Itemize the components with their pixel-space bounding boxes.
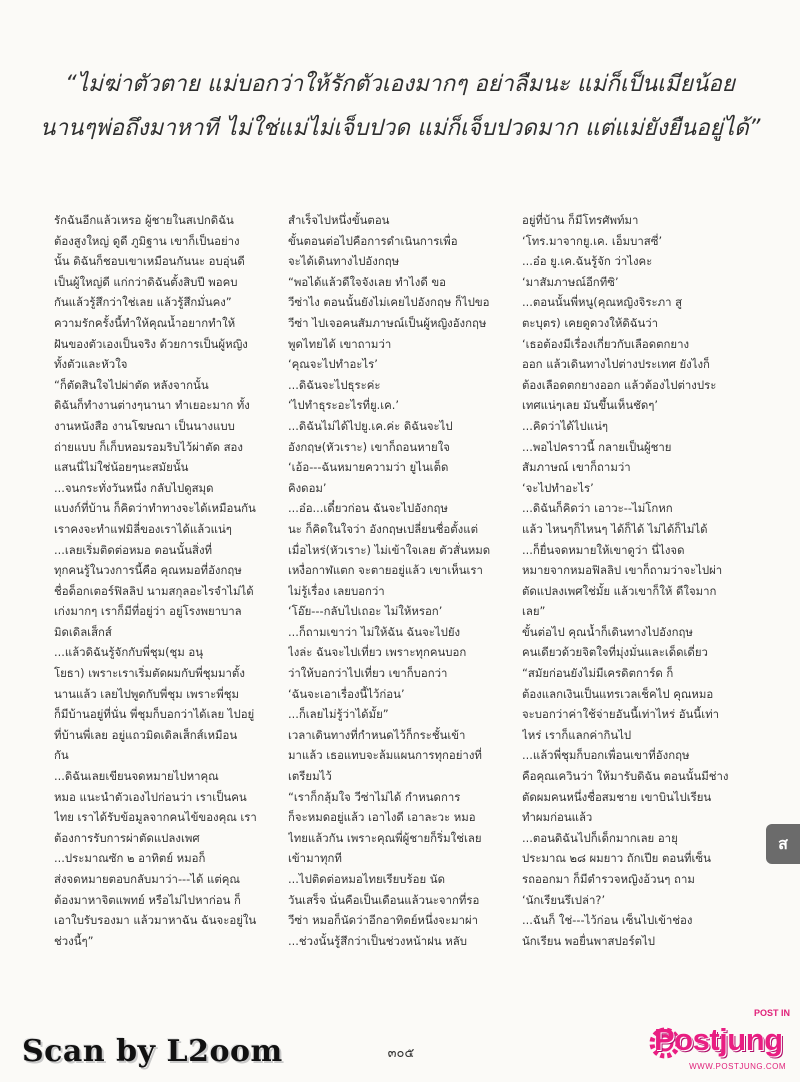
body-text-line: ...พอไปคราวนี้ กลายเป็นผู้ชาย bbox=[522, 439, 672, 454]
body-text-line: ตะบุตร) เคยดูดวงให้ดิฉันว่า bbox=[522, 315, 659, 330]
body-text-line: “พอได้แล้วดีใจจังเลย ทำไงดี ขอ bbox=[288, 274, 446, 289]
scan-credit-watermark: Scan by L2oom bbox=[22, 1034, 283, 1069]
body-text-line: ...แล้วดิฉันรู้จักกับพี่ชุม(ชุม อนุ bbox=[54, 645, 204, 660]
body-text-line: ‘โอ๊ย---กลับไปเถอะ ไม่ให้หรอก’ bbox=[288, 604, 443, 619]
postjung-logo bbox=[620, 1000, 796, 1078]
body-text-line: วันเสร็จ นั่นคือเป็นเดือนแล้วนะจากที่รอ bbox=[288, 892, 480, 907]
body-text-line: ทำผมก่อนแล้ว bbox=[522, 810, 593, 825]
body-text-line: เวลาเดินทางที่กำหนดไว้ก็กระชั้นเข้า bbox=[288, 727, 466, 742]
pull-quote-line-1: “ไม่ฆ่าตัวตาย แม่บอกว่าให้รักตัวเองมากๆ อย่าลืมนะ แม่ก็เป็นเมียน้อย bbox=[65, 71, 735, 97]
body-text-line: นานแล้ว เลยไปพูดกับพี่ชุม เพราะพี่ชุม bbox=[54, 686, 239, 701]
body-text-line: ก็มีบ้านอยู่ที่นั่น พี่ชุมก็บอกว่าได้เลย ไปอยู่ bbox=[54, 707, 255, 722]
body-column-2 bbox=[288, 210, 514, 1040]
body-text-line: ว่าให้บอกว่าไปเที่ยว เขาก็บอกว่า bbox=[288, 666, 448, 681]
body-text-line: เลย” bbox=[522, 604, 546, 619]
body-text-line: ช่วงนี้ๆ” bbox=[54, 933, 94, 948]
logo-post-in: POST IN bbox=[753, 1008, 790, 1018]
body-text-line: ไทย เราได้รับข้อมูลจากคนไข้ของคุณ เรา bbox=[54, 810, 257, 825]
body-text-line: ...ดิฉันไม่ได้ไปยู.เค.ค่ะ ดิฉันจะไป bbox=[288, 418, 453, 433]
body-text-line: ‘คุณจะไปทำอะไร’ bbox=[288, 357, 378, 372]
body-text-line: แล้ว ไหนๆก็ไหนๆ ได้ก็ได้ ไม่ได้ก็ไม่ได้ bbox=[522, 521, 708, 536]
body-text-line: วีซ่าไง ตอนนั้นยังไม่เคยไปอังกฤษ ก็ไปขอ bbox=[288, 295, 490, 310]
body-text-line: ...คิดว่าได้ไปแน่ๆ bbox=[522, 418, 609, 433]
body-text-line: งานหนังสือ งานโฆษณา เป็นนางแบบ bbox=[54, 418, 235, 433]
body-text-line: ‘เอ้อ---ฉันหมายความว่า ยูไนเต็ด bbox=[288, 460, 449, 475]
body-text-line: แบงก์ที่บ้าน ก็คิดว่าทำทางจะได้เหมือนกัน bbox=[54, 501, 256, 516]
body-text-line: นักเรียน พอยื่นพาสปอร์ตไป bbox=[522, 933, 655, 948]
body-text-line: ไม่รู้เรื่อง เลยบอกว่า bbox=[288, 583, 385, 598]
body-text-line: วีซ่า หมอก็นัดว่าอีกอาทิตย์หนึ่งจะมาผ่า bbox=[288, 913, 479, 928]
body-text-line: ขั้นต่อไป คุณน้ำก็เดินทางไปอังกฤษ bbox=[522, 624, 693, 639]
body-text-line: ...ดิฉันก็คิดว่า เอาวะ--ไม่โกหก bbox=[522, 501, 673, 516]
body-text-line: ‘ฉันจะเอาเรื่องนี้ไว้ก่อน’ bbox=[288, 686, 405, 701]
body-text-line: เข้ามาทุกที bbox=[288, 851, 342, 866]
body-text-line: คิงดอม’ bbox=[288, 480, 327, 495]
body-text-line: รถออกมา ก็มีตำรวจหญิงอ้วนๆ ถาม bbox=[522, 872, 695, 886]
body-text-line: ...ก็เลยไม่รู้ว่าได้มั้ย” bbox=[288, 707, 389, 722]
body-text-line: ที่บ้านพี่เลย อยู่แถวมิดเดิลเส็กส์เหมือน bbox=[54, 727, 238, 742]
body-text-line: ก็จะหมดอยู่แล้ว เอาไงดี เอาละวะ หมอ bbox=[288, 810, 476, 825]
body-text-line: เก่งมากๆ เราก็มีที่อยู่ว่า อยู่โรงพยาบาล bbox=[54, 604, 242, 619]
body-text-line: ...ฉันก็ ใช่---ไว้ก่อน เซ็นไปเข้าช่อง bbox=[522, 913, 693, 928]
body-text-line: ...ตอนดิฉันไปก็เด็กมากเลย อายุ bbox=[522, 830, 678, 845]
body-text-line: “เราก็กลุ้มใจ วีซ่าไม่ได้ กำหนดการ bbox=[288, 789, 461, 804]
body-text-line: ...ดิฉันเลยเขียนจดหมายไปหาคุณ bbox=[54, 769, 219, 784]
body-text-line: แสนนี่ไม่ใช่น้อยๆนะสมัยนั้น bbox=[54, 460, 189, 475]
body-text-line: พูดไทยได้ เขาถามว่า bbox=[288, 336, 392, 351]
body-text-line: มาแล้ว เธอแทบจะล้มแผนการทุกอย่างที่ bbox=[288, 748, 482, 763]
body-text-line: จะได้เดินทางไปอังกฤษ bbox=[288, 254, 400, 269]
body-text-line: ‘เธอต้องมีเรื่องเกี่ยวกับเลือดตกยาง bbox=[522, 336, 690, 351]
body-text-line: ต้องสูงใหญ่ ดูดี ภูมิฐาน เขาก็เป็นอย่าง bbox=[54, 233, 240, 248]
body-text-line: ไหร่ เราก็แลกค่ากินไป bbox=[522, 727, 632, 742]
body-text-line: ...เลยเริ่มติดต่อหมอ ตอนนั้นสิ่งที่ bbox=[54, 542, 213, 557]
body-text-line: ...ไปติดต่อหมอไทยเรียบร้อย นัด bbox=[288, 872, 445, 886]
body-text-line: ตัดแปลงเพศใช่มั้ย แล้วเขาก็ให้ ดีใจมาก bbox=[522, 583, 717, 598]
body-text-line: เป็นผู้ใหญ่ดี แก่กว่าดิฉันตั้งสิบปี พอคบ bbox=[54, 274, 238, 289]
body-text-line: ...แล้วพี่ชุมก็บอกเพื่อนเขาที่อังกฤษ bbox=[522, 748, 690, 763]
body-text-line: คนเดียวด้วยจิตใจที่มุ่งมั่นและเด็ดเดี่ยว bbox=[522, 645, 708, 660]
logo-brand: Postjung bbox=[654, 1022, 783, 1057]
body-text-line: ‘จะไปทำอะไร’ bbox=[522, 480, 594, 495]
body-text-line: มิดเดิลเส็กส์ bbox=[54, 624, 112, 639]
body-text-line: ‘โทร.มาจากยู.เค. เอ็มบาสซี่’ bbox=[522, 233, 663, 248]
body-text-line: ทั้งตัวและหัวใจ bbox=[54, 357, 128, 372]
pull-quote bbox=[40, 62, 760, 150]
body-text-line: เตรียมไว้ bbox=[288, 769, 332, 784]
body-text-line: ...ช่วงนั้นรู้สึกว่าเป็นช่วงหน้าฝน หลับ bbox=[288, 933, 467, 948]
body-text-line: กัน bbox=[54, 748, 69, 763]
body-text-line: หมอ แนะนำตัวเองไปก่อนว่า เราเป็นคน bbox=[54, 789, 247, 804]
body-text-line: คือคุณเควินว่า ให้มารับดิฉัน ตอนนั้นมีช่าง bbox=[522, 769, 729, 784]
body-text-line: จะบอกว่าค่าใช้จ่ายอันนี้เท่าไหร่ อันนี้เท่า bbox=[522, 707, 720, 722]
body-text-line: วีซ่า ไปเจอคนสัมภาษณ์เป็นผู้หญิงอังกฤษ bbox=[288, 315, 487, 330]
page-number: ๓๐๕ bbox=[387, 1046, 415, 1061]
body-text-line: นะ ก็คิดในใจว่า อังกฤษเปลี่ยนชื่อตั้งแต่ bbox=[288, 521, 478, 536]
body-text-line: เทศแน่ๆเลย มันขึ้นเห็นชัดๆ’ bbox=[522, 398, 658, 413]
body-text-line: สัมภาษณ์ เขาก็ถามว่า bbox=[522, 460, 631, 475]
body-text-line: ออก แล้วเดินทางไปต่างประเทศ ยังไงก็ bbox=[522, 357, 710, 372]
body-text-line: ฝันของตัวเองเป็นจริง ด้วยการเป็นผู้หญิง bbox=[54, 336, 248, 351]
body-text-line: ไทยแล้วกัน เพราะคุณพี่ผู้ชายก็ริ่มใช่เลย bbox=[288, 830, 482, 845]
body-text-line: โยธา) เพราะเราเริ่มตัดผมกับพี่ชุมมาตั้ง bbox=[54, 666, 245, 681]
body-text-line: “สมัยก่อนยังไม่มีเครดิตการ์ด ก็ bbox=[522, 666, 674, 681]
body-text-line: ส่งจดหมายตอบกลับมาว่า---ได้ แต่คุณ bbox=[54, 872, 240, 886]
body-text-line: ไงล่ะ ฉันจะไปเที่ยว เพราะทุกคนบอก bbox=[288, 645, 467, 660]
body-text-line: ‘นักเรียนรึเปล่า?’ bbox=[522, 892, 606, 907]
body-text-line: ต้องแลกเงินเป็นแทรเวลเช็คไป คุณหมอ bbox=[522, 686, 714, 701]
body-text-line: รักฉันอีกแล้วเหรอ ผู้ชายในสเปกดิฉัน bbox=[54, 213, 234, 227]
body-text-line: ...ตอนนั้นพี่หนู(คุณหญิงจิระภา สู bbox=[522, 295, 683, 310]
body-text-line: ...ดิฉันจะไปธุระค่ะ bbox=[288, 377, 381, 392]
body-text-line: อังกฤษ(หัวเราะ) เขาก็ถอนหายใจ bbox=[288, 439, 450, 454]
body-text-line: ดิฉันก็ทำงานต่างๆนานา ทำเยอะมาก ทั้ง bbox=[54, 398, 250, 413]
body-text-line: อยู่ที่บ้าน ก็มีโทรศัพท์มา bbox=[522, 213, 639, 227]
body-text-line: ขั้นตอนต่อไปคือการดำเนินการเพื่อ bbox=[288, 233, 458, 248]
body-text-line: สำเร็จไปหนึ่งขั้นตอน bbox=[288, 213, 390, 227]
body-text-line: ตัดผมคนหนึ่งชื่อสมชาย เขาบินไปเรียน bbox=[522, 789, 712, 804]
body-text-line: ต้องเลือดตกยางออก แล้วต้องไปต่างประ bbox=[522, 377, 717, 392]
body-text-line: ‘มาสัมภาษณ์อีกทีซิ’ bbox=[522, 274, 619, 289]
body-text-line: ...จนกระทั่งวันหนึ่ง กลับไปดูสมุด bbox=[54, 480, 214, 495]
body-text-line: นั้น ดิฉันก็ชอบเขาเหมือนกันนะ อบอุ่นดี bbox=[54, 254, 245, 269]
pull-quote-line-2: นานๆพ่อถึงมาหาที ไม่ใช่แม่ไม่เจ็บปวด แม่ก็เจ็บปวดมาก แต่แม่ยังยืนอยู่ได้” bbox=[40, 115, 761, 141]
body-text-line: ต้องการรับการผ่าตัดแปลงเพศ bbox=[54, 830, 200, 845]
body-column-1 bbox=[54, 210, 280, 1040]
body-text-line: เหงื่อกาฬแตก จะตายอยู่แล้ว เขาเห็นเรา bbox=[288, 563, 483, 578]
body-text-line: หมายจากหมอฟิลลิป เขาก็ถามว่าจะไปผ่า bbox=[522, 563, 723, 578]
body-column-3 bbox=[522, 210, 748, 1040]
body-text-line: ความรักครั้งนี้ทำให้คุณน้ำอยากทำให้ bbox=[54, 315, 236, 330]
body-text-line: กันแล้วรู้สึกว่าใช่เลย แล้วรู้สึกมั่นคง” bbox=[54, 295, 232, 310]
body-text-line: “ก็ตัดสินใจไปผ่าตัด หลังจากนั้น bbox=[54, 377, 209, 392]
body-text-line: เราคงจะทำแฟมิลี่ของเราได้แล้วแน่ๆ bbox=[54, 521, 232, 536]
section-tab: ส bbox=[766, 824, 800, 864]
body-text-line: เอาใบรับรองมา แล้วมาหาฉัน ฉันจะอยู่ใน bbox=[54, 913, 257, 928]
body-text-line: ‘ไปทำธุระอะไรที่ยู.เค.’ bbox=[288, 398, 400, 413]
body-text-line: ...ประมาณซัก ๒ อาทิตย์ หมอก็ bbox=[54, 851, 206, 866]
body-text-line: ...ก็ถามเขาว่า ไม่ให้ฉัน ฉันจะไปยัง bbox=[288, 624, 461, 639]
body-text-line: ต้องมาหาจิตแพทย์ หรือไม่ไปหาก่อน ก็ bbox=[54, 892, 241, 907]
body-text-line: ทุกคนรู้ในวงการนี้คือ คุณหมอที่อังกฤษ bbox=[54, 563, 242, 578]
body-text-line: ...อ๋อ...เดี๋ยวก่อน ฉันจะไปอังกฤษ bbox=[288, 501, 448, 516]
body-text-line: ถ่ายแบบ ก็เก็บหอมรอมริบไว้ผ่าตัด สอง bbox=[54, 439, 243, 454]
body-text-line: ...ก็ยื่นจดหมายให้เขาดูว่า นี่ไงจด bbox=[522, 542, 685, 557]
body-text-line: ประมาณ ๒๘ ผมยาว ถักเปีย ตอนที่เซ็น bbox=[522, 851, 711, 866]
body-text-line: ...อ๋อ ยู.เค.ฉันรู้จัก ว่าไงคะ bbox=[522, 254, 653, 269]
body-text-line: เมื่อไหร่(หัวเราะ) ไม่เข้าใจเลย ตัวสั่นหมด bbox=[288, 542, 491, 557]
body-text-line: ชื่อด็อกเตอร์ฟิลลิป นามสกุลอะไรจำไม่ได้ bbox=[54, 583, 254, 598]
logo-url: WWW.POSTJUNG.COM bbox=[689, 1062, 786, 1071]
